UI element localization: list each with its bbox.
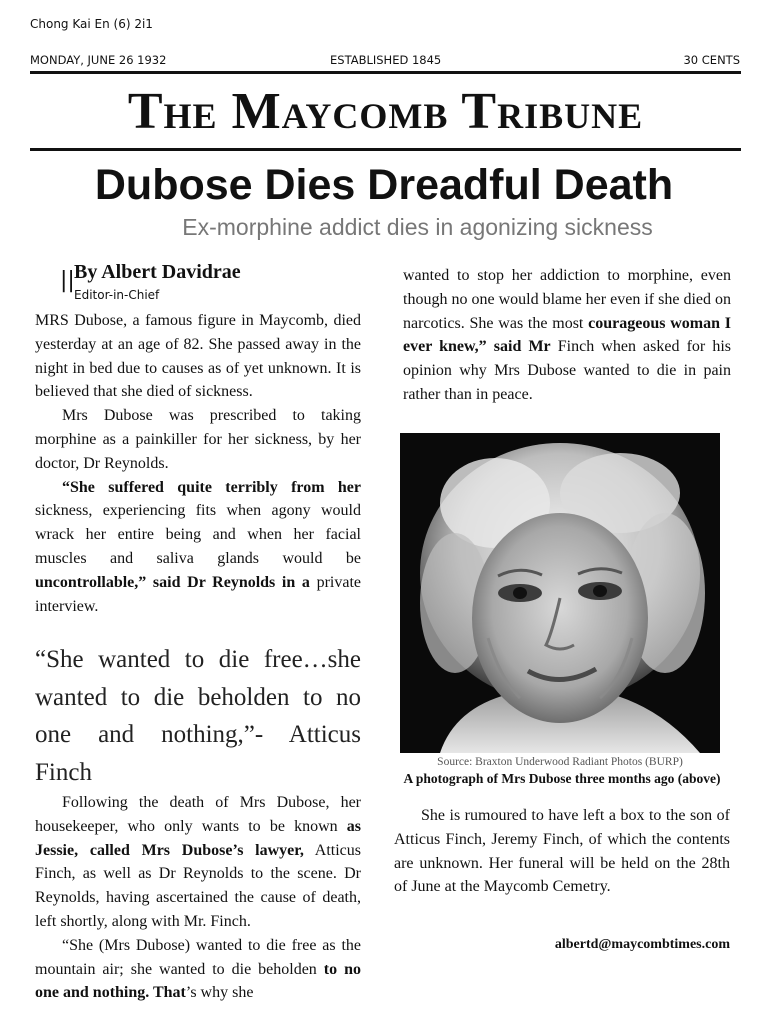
article-paragraph: MRS Dubose, a famous figure in Maycomb, died yesterday at an age of 82. She passed away in the night in bed due to causes as of yet unknown. It is believed that she died of sickness. <box>35 312 361 401</box>
article-text: Atticus Finch, as well as Dr Reynolds to the scene. Dr Reynolds, having ascertained the cause of death, left shortly, along with Mr. Finch. <box>35 841 361 930</box>
quote-emphasis: uncontrollable,” said Dr Reynolds in a <box>35 573 310 591</box>
masthead-top-rule <box>30 71 741 74</box>
issue-date: MONDAY, JUNE 26 1932 <box>30 53 167 67</box>
article-paragraph <box>35 476 361 619</box>
article-column-left-bottom <box>35 791 361 1005</box>
author-line: Chong Kai En (6) 2i1 <box>30 17 153 31</box>
dateline <box>30 53 740 69</box>
author-email: albertd@maycombtimes.com <box>554 937 730 952</box>
article-paragraph: She is rumoured to have left a box to the son of Atticus Finch, Jeremy Finch, of which the contents are unknown. Her funeral will be held on the 28th of June at the Maycomb Cemetry. <box>394 807 730 896</box>
portrait-photo <box>400 433 720 753</box>
article-column-right-top <box>403 264 731 407</box>
article-emphasis: as Jessie, called Mrs Dubose’s lawyer, <box>35 817 361 859</box>
article-emphasis: to no one and nothing. That <box>35 960 361 1002</box>
byline-mark: || <box>60 268 75 293</box>
article-paragraph <box>35 934 361 1005</box>
established-year: ESTABLISHED 1845 <box>330 53 442 67</box>
byline-author: By Albert Davidrae <box>74 261 241 283</box>
quote-text: private interview. <box>35 573 361 615</box>
quote-text: sickness, experiencing fits when agony would wrack her entire being and when her facial muscles and saliva glands would be <box>35 502 361 567</box>
masthead-bottom-rule <box>30 148 741 151</box>
pull-quote: “She wanted to die free…she wanted to die beholden to no one and nothing,”- Atticus Finch <box>35 646 361 786</box>
article-text: ’s why she <box>185 984 254 1002</box>
article-text: wanted to stop her addiction to morphine, even though no one would blame her even if she died on narcotics. She was the most <box>403 267 731 332</box>
quote-emphasis: “She suffered quite terribly from her <box>62 478 361 496</box>
article-text: “She (Mrs Dubose) wanted to die free as the mountain air; she wanted to die beholden <box>35 936 361 978</box>
article-paragraph <box>403 264 731 407</box>
subheadline: Ex-morphine addict dies in agonizing sickness <box>182 214 653 240</box>
headline: Dubose Dies Dreadful Death <box>94 161 674 209</box>
article-text: Following the death of Mrs Dubose, her housekeeper, who only wants to be known <box>35 794 361 835</box>
issue-price: 30 CENTS <box>683 53 740 67</box>
byline-role: Editor-in-Chief <box>74 288 160 302</box>
article-paragraph: Mrs Dubose was prescribed to taking morphine as a painkiller for her sickness, by her doctor, Dr Reynolds. <box>35 407 361 472</box>
photo-caption: A photograph of Mrs Dubose three months ago (above) <box>403 771 721 786</box>
portrait-illustration <box>400 433 720 753</box>
article-column-left-top <box>35 309 361 618</box>
article-text: Finch when asked for his opinion why Mrs Dubose wanted to die in pain rather than in peace. <box>403 338 732 403</box>
photo-credit: Source: Braxton Underwood Radiant Photos (BURP) <box>437 756 683 768</box>
article-emphasis: courageous woman I ever knew,” said Mr <box>403 314 731 356</box>
article-column-right-bottom <box>394 804 730 899</box>
newspaper-masthead: The Maycomb Tribune <box>127 83 644 140</box>
article-paragraph <box>35 791 361 934</box>
